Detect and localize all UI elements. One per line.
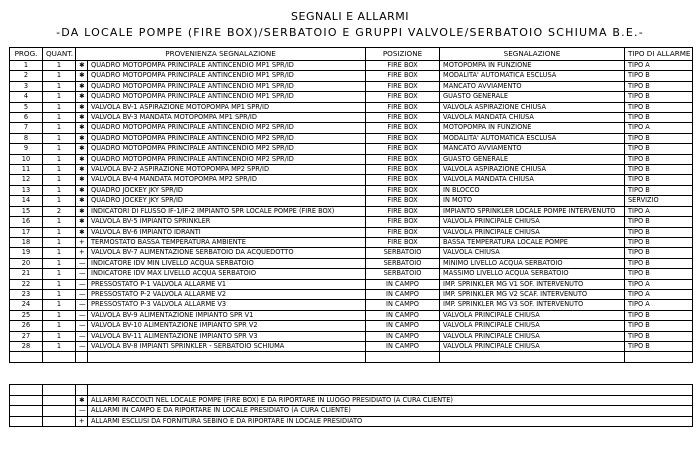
cell-tipo: TIPO B xyxy=(625,248,693,258)
cell-provenienza: VALVOLA BV-1 ASPIRAZIONE MOTOPOMPA MP1 SPR/ID xyxy=(88,102,366,112)
table-row xyxy=(10,279,693,289)
cell-tipo: TIPO B xyxy=(625,154,693,164)
cell-quant: 1 xyxy=(43,185,76,195)
table-row-empty xyxy=(10,352,693,362)
cell-tipo: TIPO A xyxy=(625,206,693,216)
cell-posizione: FIRE BOX xyxy=(366,165,440,175)
cell-symbol: — xyxy=(76,289,88,299)
cell-prog: 16 xyxy=(10,217,43,227)
legend-row xyxy=(10,416,693,427)
cell-tipo: TIPO A xyxy=(625,279,693,289)
cell-provenienza: QUADRO MOTOPOMPA PRINCIPALE ANTINCENDIO MP1 SPR/ID xyxy=(88,81,366,91)
cell-quant: 1 xyxy=(43,165,76,175)
cell-prog: 17 xyxy=(10,227,43,237)
table-row xyxy=(10,92,693,102)
cell-prog: 12 xyxy=(10,175,43,185)
cell-posizione: FIRE BOX xyxy=(366,61,440,71)
cell-quant: 1 xyxy=(43,196,76,206)
cell-posizione: FIRE BOX xyxy=(366,71,440,81)
cell-provenienza: PRESSOSTATO P-1 VALVOLA ALLARME V1 xyxy=(88,279,366,289)
cell-tipo: TIPO A xyxy=(625,300,693,310)
cell-quant: 1 xyxy=(43,123,76,133)
cell-symbol: ✱ xyxy=(76,92,88,102)
header-segnalazione: SEGNALAZIONE xyxy=(440,48,625,61)
cell-segnalazione: VALVOLA PRINCIPALE CHIUSA xyxy=(440,227,625,237)
cell-symbol: — xyxy=(76,258,88,268)
cell-provenienza: VALVOLA BV-11 ALIMENTAZIONE IMPIANTO SPR V3 xyxy=(88,331,366,341)
cell-prog: 23 xyxy=(10,289,43,299)
table-row xyxy=(10,217,693,227)
cell-symbol: ✱ xyxy=(76,113,88,123)
cell-symbol: ✱ xyxy=(76,154,88,164)
cell-tipo: TIPO B xyxy=(625,133,693,143)
cell-prog: 10 xyxy=(10,154,43,164)
cell-quant: 1 xyxy=(43,61,76,71)
cell-posizione: FIRE BOX xyxy=(366,227,440,237)
cell-symbol: ✱ xyxy=(76,206,88,216)
cell-symbol: ✱ xyxy=(76,165,88,175)
cell-prog: 14 xyxy=(10,196,43,206)
table-row xyxy=(10,185,693,195)
cell-provenienza: QUADRO MOTOPOMPA PRINCIPALE ANTINCENDIO MP1 SPR/ID xyxy=(88,92,366,102)
cell-posizione: FIRE BOX xyxy=(366,113,440,123)
cell-segnalazione: VALVOLA CHIUSA xyxy=(440,248,625,258)
table-header-row xyxy=(10,48,693,61)
cell-quant: 1 xyxy=(43,310,76,320)
legend-text: ALLARMI RACCOLTI NEL LOCALE POMPE (FIRE BOX) E DA RIPORTARE IN LUOGO PRESIDIATO (A CURA CLIENTE) xyxy=(88,395,693,406)
cell-quant: 1 xyxy=(43,248,76,258)
cell-symbol: — xyxy=(76,300,88,310)
legend-symbol: + xyxy=(76,416,88,427)
cell-prog: 7 xyxy=(10,123,43,133)
cell-provenienza: INDICATORE IDV MAX LIVELLO ACQUA SERBATOIO xyxy=(88,269,366,279)
cell-provenienza: PRESSOSTATO P-2 VALVOLA ALLARME V2 xyxy=(88,289,366,299)
cell-quant: 1 xyxy=(43,237,76,247)
cell-quant: 1 xyxy=(43,258,76,268)
cell-tipo: TIPO B xyxy=(625,227,693,237)
page-title: SEGNALI E ALLARMI xyxy=(291,10,409,23)
cell-tipo: SERVIZIO xyxy=(625,196,693,206)
cell-symbol: — xyxy=(76,331,88,341)
cell-provenienza: VALVOLA BV-7 ALIMENTAZIONE SERBATOIO DA ACQUEDOTTO xyxy=(88,248,366,258)
table-row xyxy=(10,300,693,310)
cell-provenienza: VALVOLA BV-8 IMPIANTI SPRINKLER - SERBATOIO SCHIUMA xyxy=(88,341,366,351)
cell-prog: 18 xyxy=(10,237,43,247)
cell-tipo: TIPO B xyxy=(625,269,693,279)
cell-provenienza: QUADRO MOTOPOMPA PRINCIPALE ANTINCENDIO MP1 SPR/ID xyxy=(88,61,366,71)
cell-quant: 1 xyxy=(43,227,76,237)
cell-tipo: TIPO B xyxy=(625,321,693,331)
cell-tipo: TIPO B xyxy=(625,341,693,351)
cell-posizione: IN CAMPO xyxy=(366,310,440,320)
cell-posizione: IN CAMPO xyxy=(366,300,440,310)
cell-segnalazione: GUASTO GENERALE xyxy=(440,154,625,164)
cell-tipo: TIPO B xyxy=(625,175,693,185)
cell-provenienza: TERMOSTATO BASSA TEMPERATURA AMBIENTE xyxy=(88,237,366,247)
table-row xyxy=(10,123,693,133)
cell-tipo: TIPO B xyxy=(625,102,693,112)
cell-symbol: ✱ xyxy=(76,71,88,81)
cell-segnalazione: VALVOLA PRINCIPALE CHIUSA xyxy=(440,217,625,227)
cell-posizione: FIRE BOX xyxy=(366,196,440,206)
cell-provenienza: VALVOLA BV-3 MANDATA MOTOPOMPA MP1 SPR/ID xyxy=(88,113,366,123)
cell-quant: 1 xyxy=(43,217,76,227)
cell-symbol: ✱ xyxy=(76,185,88,195)
cell-quant: 1 xyxy=(43,175,76,185)
cell-provenienza: QUADRO JOCKEY JKY SPR/ID xyxy=(88,185,366,195)
legend-row xyxy=(10,406,693,417)
cell-tipo: TIPO B xyxy=(625,331,693,341)
cell-provenienza: VALVOLA BV-10 ALIMENTAZIONE IMPIANTO SPR V2 xyxy=(88,321,366,331)
cell-provenienza: QUADRO MOTOPOMPA PRINCIPALE ANTINCENDIO MP1 SPR/ID xyxy=(88,71,366,81)
cell-prog: 9 xyxy=(10,144,43,154)
cell-prog: 22 xyxy=(10,279,43,289)
cell-prog: 11 xyxy=(10,165,43,175)
header-posizione: POSIZIONE xyxy=(366,48,440,61)
cell-segnalazione: VALVOLA MANDATA CHIUSA xyxy=(440,113,625,123)
cell-segnalazione: VALVOLA PRINCIPALE CHIUSA xyxy=(440,321,625,331)
cell-prog: 28 xyxy=(10,341,43,351)
cell-posizione: FIRE BOX xyxy=(366,206,440,216)
cell-symbol: ✱ xyxy=(76,196,88,206)
cell-posizione: IN CAMPO xyxy=(366,279,440,289)
cell-provenienza: VALVOLA BV-5 IMPIANTO SPRINKLER xyxy=(88,217,366,227)
cell-segnalazione: VALVOLA PRINCIPALE CHIUSA xyxy=(440,331,625,341)
cell-posizione: FIRE BOX xyxy=(366,123,440,133)
cell-symbol: ✱ xyxy=(76,61,88,71)
cell-segnalazione: VALVOLA ASPIRAZIONE CHIUSA xyxy=(440,102,625,112)
cell-prog: 19 xyxy=(10,248,43,258)
cell-tipo: TIPO B xyxy=(625,310,693,320)
cell-posizione: IN CAMPO xyxy=(366,289,440,299)
cell-symbol: — xyxy=(76,269,88,279)
cell-prog: 24 xyxy=(10,300,43,310)
cell-quant: 1 xyxy=(43,331,76,341)
header-quant: QUANT. xyxy=(43,48,76,61)
cell-prog: 8 xyxy=(10,133,43,143)
cell-segnalazione: MINIMO LIVELLO ACQUA SERBATOIO xyxy=(440,258,625,268)
cell-prog: 4 xyxy=(10,92,43,102)
header-tipo-allarme: TIPO DI ALLARME xyxy=(625,48,693,61)
cell-symbol: + xyxy=(76,237,88,247)
cell-segnalazione: IMP. SPRINKLER MG V1 SOF. INTERVENUTO xyxy=(440,279,625,289)
cell-prog: 13 xyxy=(10,185,43,195)
cell-posizione: FIRE BOX xyxy=(366,144,440,154)
cell-tipo: TIPO B xyxy=(625,113,693,123)
cell-tipo: TIPO B xyxy=(625,165,693,175)
cell-segnalazione: MANCATO AVVIAMENTO xyxy=(440,81,625,91)
cell-segnalazione: IN MOTO xyxy=(440,196,625,206)
cell-segnalazione: MOTOPOMPA IN FUNZIONE xyxy=(440,123,625,133)
cell-tipo: TIPO B xyxy=(625,237,693,247)
cell-symbol: + xyxy=(76,248,88,258)
cell-symbol: — xyxy=(76,341,88,351)
cell-quant: 1 xyxy=(43,81,76,91)
cell-provenienza: QUADRO MOTOPOMPA PRINCIPALE ANTINCENDIO MP2 SPR/ID xyxy=(88,133,366,143)
cell-tipo: TIPO B xyxy=(625,258,693,268)
cell-quant: 1 xyxy=(43,71,76,81)
cell-quant: 1 xyxy=(43,289,76,299)
cell-segnalazione: MANCATO AVVIAMENTO xyxy=(440,144,625,154)
cell-quant: 1 xyxy=(43,144,76,154)
table-row xyxy=(10,133,693,143)
cell-segnalazione: IMP. SPRINKLER MG V2 SCAF. INTERVENUTO xyxy=(440,289,625,299)
cell-segnalazione: VALVOLA MANDATA CHIUSA xyxy=(440,175,625,185)
cell-segnalazione: IMPIANTO SPRINKLER LOCALE POMPE INTERVENUTO xyxy=(440,206,625,216)
cell-posizione: FIRE BOX xyxy=(366,175,440,185)
cell-quant: 1 xyxy=(43,92,76,102)
cell-quant: 1 xyxy=(43,341,76,351)
cell-posizione: FIRE BOX xyxy=(366,92,440,102)
cell-tipo: TIPO B xyxy=(625,81,693,91)
cell-prog: 25 xyxy=(10,310,43,320)
cell-segnalazione: VALVOLA ASPIRAZIONE CHIUSA xyxy=(440,165,625,175)
cell-symbol: — xyxy=(76,279,88,289)
table-row xyxy=(10,331,693,341)
cell-prog: 6 xyxy=(10,113,43,123)
cell-tipo: TIPO B xyxy=(625,185,693,195)
legend-row xyxy=(10,395,693,406)
legend-text: ALLARMI ESCLUSI DA FORNITURA SEBINO E DA RIPORTARE IN LOCALE PRESIDIATO xyxy=(88,416,693,427)
cell-posizione: FIRE BOX xyxy=(366,237,440,247)
cell-symbol: ✱ xyxy=(76,102,88,112)
table-row xyxy=(10,113,693,123)
cell-posizione: IN CAMPO xyxy=(366,341,440,351)
cell-provenienza: INDICATORI DI FLUSSO IF-1/IF-2 IMPIANTO SPR LOCALE POMPE (FIRE BOX) xyxy=(88,206,366,216)
cell-prog: 15 xyxy=(10,206,43,216)
cell-segnalazione: MASSIMO LIVELLO ACQUA SERBATOIO xyxy=(440,269,625,279)
cell-prog: 20 xyxy=(10,258,43,268)
table-row xyxy=(10,321,693,331)
table-row xyxy=(10,248,693,258)
cell-provenienza: VALVOLA BV-4 MANDATA MOTOPOMPA MP2 SPR/ID xyxy=(88,175,366,185)
table-row xyxy=(10,341,693,351)
cell-symbol: ✱ xyxy=(76,175,88,185)
cell-symbol: ✱ xyxy=(76,227,88,237)
cell-posizione: FIRE BOX xyxy=(366,81,440,91)
legend-row-empty xyxy=(10,385,693,396)
cell-tipo: TIPO A xyxy=(625,289,693,299)
cell-segnalazione: MODALITA' AUTOMATICA ESCLUSA xyxy=(440,71,625,81)
cell-prog: 1 xyxy=(10,61,43,71)
cell-quant: 1 xyxy=(43,102,76,112)
cell-symbol: ✱ xyxy=(76,133,88,143)
cell-provenienza: QUADRO JOCKEY JKY SPR/ID xyxy=(88,196,366,206)
cell-tipo: TIPO A xyxy=(625,61,693,71)
table-row xyxy=(10,71,693,81)
cell-posizione: FIRE BOX xyxy=(366,217,440,227)
table-row xyxy=(10,165,693,175)
cell-posizione: SERBATOIO xyxy=(366,269,440,279)
cell-quant: 1 xyxy=(43,154,76,164)
cell-provenienza: QUADRO MOTOPOMPA PRINCIPALE ANTINCENDIO MP2 SPR/ID xyxy=(88,123,366,133)
cell-provenienza: QUADRO MOTOPOMPA PRINCIPALE ANTINCENDIO MP2 SPR/ID xyxy=(88,144,366,154)
cell-quant: 1 xyxy=(43,300,76,310)
cell-posizione: IN CAMPO xyxy=(366,321,440,331)
cell-symbol: — xyxy=(76,310,88,320)
cell-provenienza: INDICATORE IDV MIN LIVELLO ACQUA SERBATOIO xyxy=(88,258,366,268)
cell-segnalazione: BASSA TEMPERATURA LOCALE POMPE xyxy=(440,237,625,247)
table-row xyxy=(10,258,693,268)
cell-prog: 3 xyxy=(10,81,43,91)
cell-symbol: ✱ xyxy=(76,81,88,91)
table-row xyxy=(10,269,693,279)
cell-posizione: FIRE BOX xyxy=(366,185,440,195)
table-row xyxy=(10,289,693,299)
cell-posizione: SERBATOIO xyxy=(366,248,440,258)
cell-segnalazione: VALVOLA PRINCIPALE CHIUSA xyxy=(440,341,625,351)
cell-segnalazione: MOTOPOMPA IN FUNZIONE xyxy=(440,61,625,71)
table-row xyxy=(10,154,693,164)
cell-tipo: TIPO B xyxy=(625,92,693,102)
table-row xyxy=(10,175,693,185)
cell-posizione: FIRE BOX xyxy=(366,133,440,143)
cell-prog: 27 xyxy=(10,331,43,341)
cell-tipo: TIPO A xyxy=(625,123,693,133)
table-row xyxy=(10,81,693,91)
legend-symbol: — xyxy=(76,406,88,417)
cell-prog: 26 xyxy=(10,321,43,331)
header-prog: PROG. xyxy=(10,48,43,61)
cell-prog: 2 xyxy=(10,71,43,81)
cell-provenienza: VALVOLA BV-6 IMPIANTO IDRANTI xyxy=(88,227,366,237)
table-body xyxy=(10,61,693,352)
table-row xyxy=(10,61,693,71)
table-row xyxy=(10,237,693,247)
cell-quant: 1 xyxy=(43,133,76,143)
table-row xyxy=(10,227,693,237)
cell-quant: 2 xyxy=(43,206,76,216)
cell-segnalazione: MODALITA' AUTOMATICA ESCLUSA xyxy=(440,133,625,143)
cell-segnalazione: GUASTO GENERALE xyxy=(440,92,625,102)
cell-quant: 1 xyxy=(43,279,76,289)
cell-quant: 1 xyxy=(43,321,76,331)
cell-prog: 5 xyxy=(10,102,43,112)
legend-table xyxy=(9,384,693,427)
page-subtitle: -DA LOCALE POMPE (FIRE BOX)/SERBATOIO E GRUPPI VALVOLE/SERBATOIO SCHIUMA B.E.- xyxy=(56,26,644,39)
cell-quant: 1 xyxy=(43,269,76,279)
cell-prog: 21 xyxy=(10,269,43,279)
cell-posizione: FIRE BOX xyxy=(366,102,440,112)
signals-table xyxy=(9,47,693,363)
cell-segnalazione: VALVOLA PRINCIPALE CHIUSA xyxy=(440,310,625,320)
header-provenienza: PROVENIENZA SEGNALAZIONE xyxy=(76,48,366,61)
cell-tipo: TIPO B xyxy=(625,217,693,227)
cell-posizione: IN CAMPO xyxy=(366,331,440,341)
cell-provenienza: VALVOLA BV-9 ALIMENTAZIONE IMPIANTO SPR V1 xyxy=(88,310,366,320)
cell-segnalazione: IN BLOCCO xyxy=(440,185,625,195)
table-row xyxy=(10,102,693,112)
cell-quant: 1 xyxy=(43,113,76,123)
table-row xyxy=(10,196,693,206)
cell-posizione: FIRE BOX xyxy=(366,154,440,164)
cell-tipo: TIPO B xyxy=(625,144,693,154)
cell-provenienza: PRESSOSTATO P-3 VALVOLA ALLARME V3 xyxy=(88,300,366,310)
cell-segnalazione: IMP. SPRINKLER MG V3 SOF. INTERVENUTO xyxy=(440,300,625,310)
cell-symbol: ✱ xyxy=(76,144,88,154)
cell-provenienza: QUADRO MOTOPOMPA PRINCIPALE ANTINCENDIO MP2 SPR/ID xyxy=(88,154,366,164)
table-row xyxy=(10,206,693,216)
cell-provenienza: VALVOLA BV-2 ASPIRAZIONE MOTOPOMPA MP2 SPR/ID xyxy=(88,165,366,175)
cell-symbol: — xyxy=(76,321,88,331)
table-row xyxy=(10,144,693,154)
cell-posizione: SERBATOIO xyxy=(366,258,440,268)
cell-tipo: TIPO B xyxy=(625,71,693,81)
legend-symbol: ✱ xyxy=(76,395,88,406)
cell-symbol: ✱ xyxy=(76,123,88,133)
legend-text: ALLARMI IN CAMPO E DA RIPORTARE IN LOCALE PRESIDIATO (A CURA CLIENTE) xyxy=(88,406,693,417)
cell-symbol: ✱ xyxy=(76,217,88,227)
table-row xyxy=(10,310,693,320)
